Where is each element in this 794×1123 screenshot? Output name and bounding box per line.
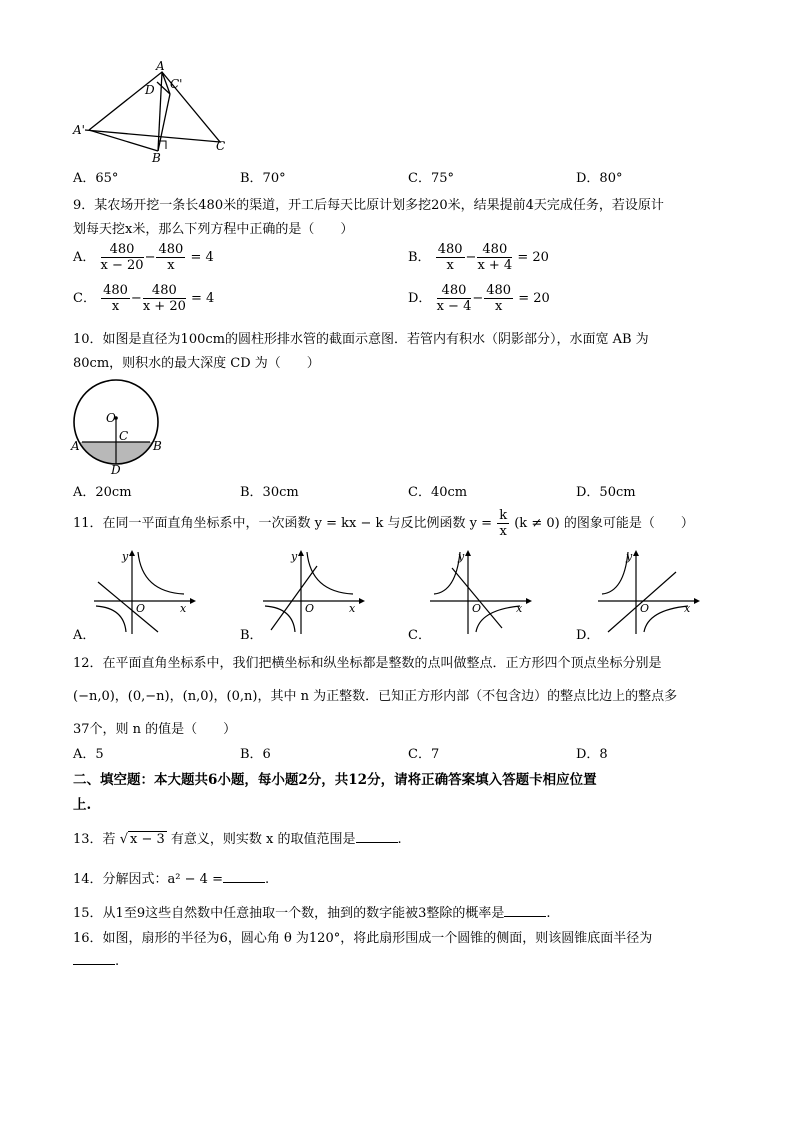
q9-a-n1: 480	[101, 242, 144, 258]
q9-d-rhs: = 20	[518, 291, 550, 306]
q11d-x-label: x	[684, 602, 691, 615]
q9-b-n1: 480	[437, 242, 463, 257]
q8-option-d: D．80°	[576, 171, 623, 186]
fig8-label-B: B	[152, 151, 161, 164]
q9-b-d2: x + 4	[477, 258, 513, 273]
q11d-y-label: y	[626, 550, 633, 563]
q13-text-pre: 13．若	[73, 832, 116, 847]
q9-text-line1: 9．某农场开挖一条长480米的渠道，开工后每天比原计划多挖20米，结果提前4天完成任务，若设原计	[73, 198, 664, 213]
q11-frac-den: x	[499, 524, 507, 539]
section2-heading-line2: 上.	[73, 797, 92, 813]
fig8-label-C: C	[216, 139, 226, 153]
q13-text-post: 有意义，则实数 x 的取值范围是	[170, 832, 356, 847]
q13-radicand: x − 3	[129, 832, 165, 847]
q8-triangle-figure	[70, 58, 240, 164]
q11-option-c: C．	[408, 628, 431, 643]
q11-graph-b	[259, 548, 369, 638]
q9-d-label: D．	[408, 291, 432, 306]
fig10-label-O: O	[106, 411, 116, 425]
q10-option-c: C．40cm	[408, 485, 468, 500]
q9-text-line2: 划每天挖x米，那么下列方程中正确的是（ ）	[73, 222, 354, 237]
q16-end: .	[115, 954, 120, 969]
q9-d-n1: 480	[437, 283, 472, 299]
q9-d-n2: 480	[486, 283, 512, 298]
q13-end: .	[397, 832, 402, 847]
q12-text-line2: (−n,0)，(0,−n)，(n,0)，(0,n)，其中 n 为正整数．已知正方形内部（不包含边）的整点比边上的整点多	[73, 689, 678, 704]
q13-text	[73, 828, 402, 847]
q9-a-d2: x	[167, 258, 175, 273]
q10-pipe-figure	[68, 374, 172, 478]
q13-sqrt: √ x − 3	[119, 832, 165, 847]
q14-end: .	[264, 872, 270, 887]
fig8-label-A: A	[156, 59, 165, 73]
q9-b-rhs: = 20	[517, 250, 549, 265]
q16-text-line2	[73, 952, 119, 969]
q11-option-a: A．	[73, 628, 96, 643]
q10-option-b: B．30cm	[240, 485, 299, 500]
q16-answer-blank[interactable]	[73, 952, 115, 965]
fig10-label-D: D	[111, 463, 121, 477]
q15-text	[73, 902, 551, 921]
q15-text-main: 15．从1至9这些自然数中任意抽取一个数，抽到的数字能被3整除的概率是	[73, 906, 505, 921]
q9-d-d2: x	[494, 299, 503, 314]
q13-answer-blank[interactable]	[356, 830, 398, 843]
q11a-y-label: y	[122, 550, 129, 563]
fig10-label-C: C	[119, 429, 129, 443]
q10-text-line1: 10．如图是直径为100cm的圆柱形排水管的截面示意图．若管内有积水（阴影部分），水面宽 AB 为	[73, 332, 649, 347]
section2-heading-line1: 二、填空题：本大题共6小题，每小题2分，共12分，请将正确答案填入答题卡相应位置	[73, 772, 597, 788]
q10-option-d: D．50cm	[576, 485, 636, 500]
q9-c-d1: x	[111, 299, 120, 314]
q9-option-b: B． $\frac{480}{x}$ − $\frac{480}{x + 4}$ = 20	[408, 242, 549, 273]
q9-option-d: D． $\frac{480}{x - 4}$ − $\frac{480}{x}$ = 20	[408, 283, 550, 314]
fig8-label-C-prime: C'	[170, 77, 183, 91]
q11-text	[73, 508, 694, 539]
q9-c-d2: x + 20	[142, 299, 186, 314]
q8-option-a: A．65°	[73, 171, 119, 186]
q9-c-label: C．	[73, 291, 96, 306]
q9-c-rhs: = 4	[191, 291, 215, 306]
q11a-origin-label: O	[136, 602, 146, 615]
q11-graph-a	[90, 548, 200, 638]
q11b-origin-label: O	[305, 602, 315, 615]
q9-b-d1: x	[446, 258, 454, 273]
q11-graph-d	[594, 548, 704, 638]
q9-b-n2: 480	[477, 242, 512, 258]
q9-a-label: A．	[73, 250, 96, 265]
q11-text-post: (k ≠ 0) 的图象可能是（ ）	[514, 516, 694, 531]
fig8-label-A-prime: A'	[73, 123, 85, 137]
q12-option-b: B．6	[240, 747, 271, 762]
q12-option-d: D．8	[576, 747, 608, 762]
q11b-y-label: y	[291, 550, 298, 563]
fig10-label-A: A	[71, 439, 80, 453]
q9-b-label: B．	[408, 250, 431, 265]
q11-option-b: B．	[240, 628, 263, 643]
q9-option-c: C． $\frac{480}{x}$ − $\frac{480}{x + 20}$ = 4	[73, 283, 215, 314]
q11-graph-c	[426, 548, 536, 638]
q11a-x-label: x	[180, 602, 187, 615]
q15-end: .	[546, 906, 551, 921]
q15-answer-blank[interactable]	[504, 904, 546, 917]
q11c-y-label: y	[458, 550, 465, 563]
q14-text-pre: 14．分解因式：a² − 4 =	[73, 872, 223, 887]
q11-text-pre: 11．在同一平面直角坐标系中，一次函数 y = kx − k 与反比例函数 y =	[73, 516, 493, 531]
q9-a-rhs: = 4	[190, 250, 214, 265]
q11c-x-label: x	[516, 602, 523, 615]
q9-c-n1: 480	[103, 283, 128, 298]
q12-text-line3: 37个，则 n 的值是（ ）	[73, 722, 237, 737]
q12-option-a: A．5	[73, 747, 104, 762]
q9-a-n2: 480	[158, 242, 184, 257]
q9-c-n2: 480	[143, 283, 186, 299]
q11c-origin-label: O	[472, 602, 482, 615]
q8-option-c: C．75°	[408, 171, 454, 186]
q11-option-d: D．	[576, 628, 600, 643]
q12-text-line1: 12．在平面直角坐标系中，我们把横坐标和纵坐标都是整数的点叫做整点．正方形四个顶点坐标分别是	[73, 656, 662, 671]
q11d-origin-label: O	[640, 602, 650, 615]
q9-a-d1: x − 20	[100, 258, 144, 273]
fig8-label-D: D	[145, 83, 155, 97]
q11b-x-label: x	[349, 602, 356, 615]
q14-text	[73, 868, 269, 887]
q10-text-line2: 80cm，则积水的最大深度 CD 为（ ）	[73, 356, 320, 371]
q10-option-a: A．20cm	[73, 485, 132, 500]
q12-option-c: C．7	[408, 747, 440, 762]
q11-frac-num: k	[499, 508, 508, 523]
fig10-label-B: B	[153, 439, 162, 453]
q9-option-a: A． $\frac{480}{x - 20}$ − $\frac{480}{x}$ = 4	[73, 242, 214, 273]
q16-text-line1: 16．如图，扇形的半径为6，圆心角 θ 为120°，将此扇形围成一个圆锥的侧面，则该圆锥底面半径为	[73, 931, 653, 946]
q9-d-d1: x − 4	[436, 299, 472, 314]
q14-answer-blank[interactable]	[223, 870, 265, 883]
q8-option-b: B．70°	[240, 171, 286, 186]
